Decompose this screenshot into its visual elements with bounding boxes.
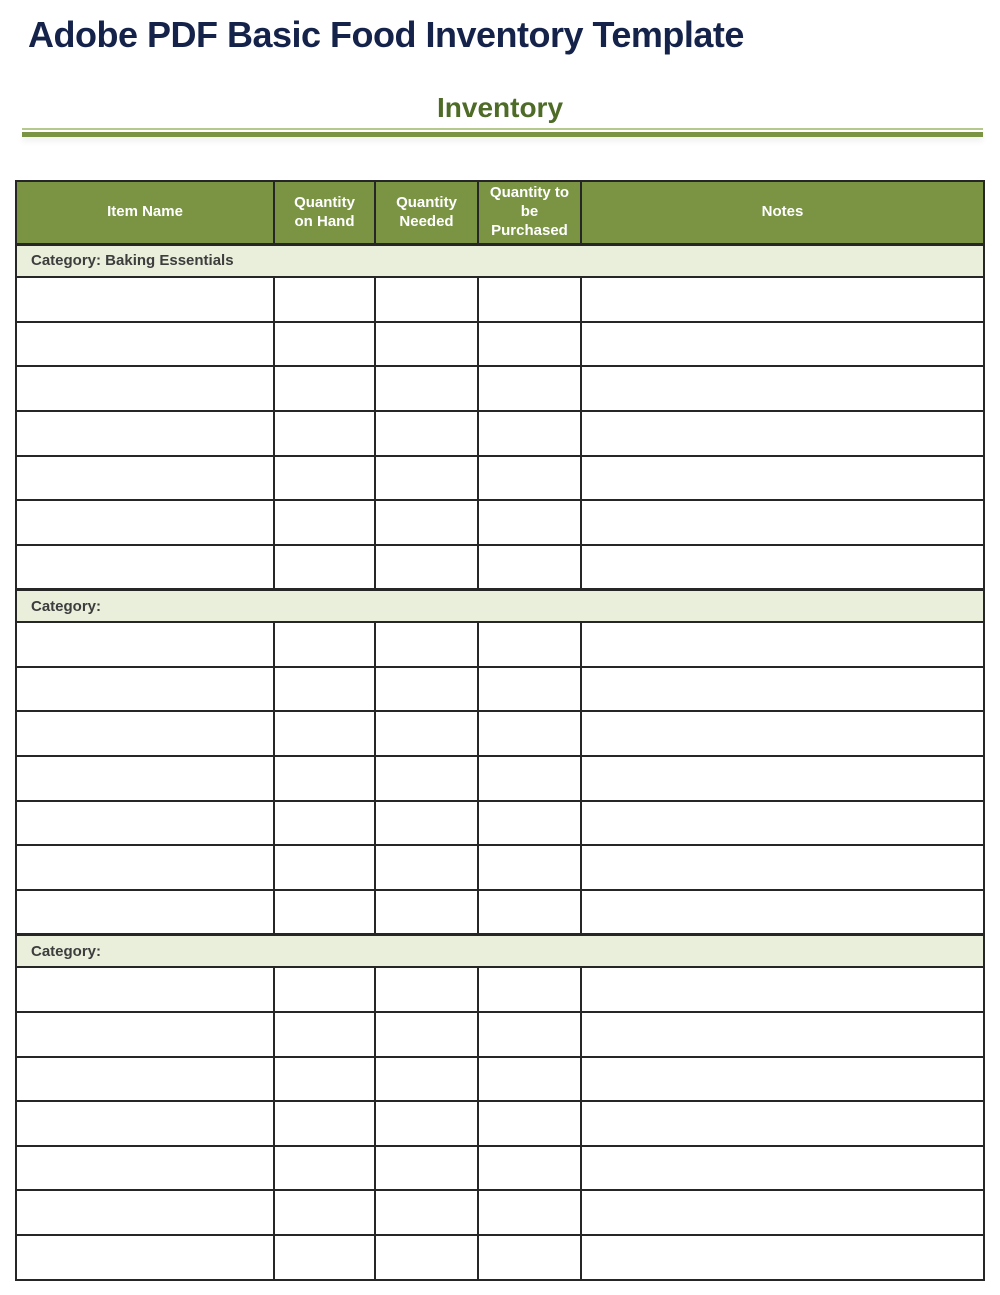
item-cell[interactable] [16,411,274,456]
item-cell[interactable] [274,801,375,846]
item-cell[interactable] [478,456,581,501]
table-row [16,845,984,890]
item-cell[interactable] [274,1012,375,1057]
item-cell[interactable] [581,456,984,501]
item-cell[interactable] [274,1235,375,1280]
item-cell[interactable] [16,967,274,1012]
item-cell[interactable] [581,500,984,545]
item-cell[interactable] [274,622,375,667]
item-cell[interactable] [581,1057,984,1102]
table-row [16,1190,984,1235]
item-cell[interactable] [274,1190,375,1235]
item-cell[interactable] [581,366,984,411]
item-cell[interactable] [375,411,478,456]
category-cell[interactable] [16,244,984,277]
item-cell[interactable] [375,622,478,667]
table-row [16,1101,984,1146]
item-cell[interactable] [581,277,984,322]
item-cell[interactable] [581,967,984,1012]
item-cell[interactable] [274,500,375,545]
item-cell[interactable] [375,277,478,322]
category-label: Category: [31,942,102,960]
item-cell[interactable] [274,545,375,590]
item-cell[interactable] [16,277,274,322]
item-cell[interactable] [16,1190,274,1235]
table-row [16,1146,984,1191]
item-cell[interactable] [581,845,984,890]
item-cell[interactable] [274,756,375,801]
item-cell[interactable] [16,711,274,756]
item-cell[interactable] [375,322,478,367]
item-cell[interactable] [375,845,478,890]
item-cell[interactable] [478,366,581,411]
item-cell[interactable] [478,622,581,667]
item-cell[interactable] [581,622,984,667]
table-row [16,667,984,712]
item-cell[interactable] [16,845,274,890]
item-cell[interactable] [375,667,478,712]
item-cell[interactable] [274,411,375,456]
item-cell[interactable] [16,1012,274,1057]
item-cell[interactable] [581,1235,984,1280]
item-cell[interactable] [375,500,478,545]
item-cell[interactable] [581,711,984,756]
item-cell[interactable] [375,1101,478,1146]
table-row [16,622,984,667]
item-cell[interactable] [478,667,581,712]
item-cell[interactable] [16,890,274,935]
table-row [16,711,984,756]
item-cell[interactable] [274,890,375,935]
table-row [16,1057,984,1102]
table-row [16,277,984,322]
item-cell[interactable] [478,411,581,456]
column-header-quantity-on-hand: Quantity on Hand [274,181,375,244]
table-row [16,890,984,935]
page-title: Adobe PDF Basic Food Inventory Template [28,14,744,55]
item-cell[interactable] [375,1146,478,1191]
column-header-item-name: Item Name [16,181,274,244]
item-cell[interactable] [478,1057,581,1102]
item-cell[interactable] [478,1190,581,1235]
item-cell[interactable] [16,801,274,846]
item-cell[interactable] [375,890,478,935]
item-cell[interactable] [16,667,274,712]
item-cell[interactable] [581,1146,984,1191]
item-cell[interactable] [581,1012,984,1057]
item-cell[interactable] [375,1012,478,1057]
item-cell[interactable] [478,801,581,846]
item-cell[interactable] [274,1057,375,1102]
item-cell[interactable] [274,322,375,367]
item-cell[interactable] [478,967,581,1012]
inventory-table-body [16,244,984,1279]
table-row [16,500,984,545]
item-cell[interactable] [581,1190,984,1235]
item-cell[interactable] [16,500,274,545]
item-cell[interactable] [581,411,984,456]
heading-divider [22,128,983,137]
table-row [16,411,984,456]
item-cell[interactable] [581,1101,984,1146]
table-row [16,967,984,1012]
item-cell[interactable] [581,756,984,801]
item-cell[interactable] [16,1146,274,1191]
category-cell[interactable] [16,589,984,622]
item-cell[interactable] [375,801,478,846]
item-cell[interactable] [375,711,478,756]
table-row [16,456,984,501]
item-cell[interactable] [375,1190,478,1235]
inventory-heading: Inventory [436,92,564,124]
item-cell[interactable] [581,801,984,846]
category-cell[interactable] [16,934,984,967]
item-cell[interactable] [274,667,375,712]
item-cell[interactable] [16,1101,274,1146]
item-cell[interactable] [581,667,984,712]
item-cell[interactable] [478,500,581,545]
item-cell[interactable] [274,366,375,411]
category-row [16,244,984,277]
item-cell[interactable] [16,1235,274,1280]
item-cell[interactable] [16,1057,274,1102]
table-row [16,1012,984,1057]
category-label: Category: Baking Essentials [31,252,234,270]
column-header-quantity-needed: Quantity Needed [375,181,478,244]
item-cell[interactable] [274,1101,375,1146]
item-cell[interactable] [274,456,375,501]
item-cell[interactable] [478,1101,581,1146]
item-cell[interactable] [274,277,375,322]
category-row [16,589,984,622]
item-cell[interactable] [16,622,274,667]
category-row [16,934,984,967]
item-cell[interactable] [581,545,984,590]
item-cell[interactable] [478,545,581,590]
category-label: Category: [31,597,102,615]
item-cell[interactable] [375,967,478,1012]
table-header-row [16,181,984,244]
table-row [16,1235,984,1280]
item-cell[interactable] [478,890,581,935]
table-row [16,322,984,367]
column-header-notes: Notes [581,181,984,244]
item-cell[interactable] [375,1057,478,1102]
item-cell[interactable] [478,711,581,756]
item-cell[interactable] [478,277,581,322]
item-cell[interactable] [478,756,581,801]
table-row [16,366,984,411]
item-cell[interactable] [274,711,375,756]
item-cell[interactable] [16,756,274,801]
table-row [16,756,984,801]
item-cell[interactable] [16,545,274,590]
item-cell[interactable] [375,1235,478,1280]
inventory-table [15,180,985,1280]
item-cell[interactable] [478,1012,581,1057]
item-cell[interactable] [274,845,375,890]
item-cell[interactable] [375,366,478,411]
table-row [16,801,984,846]
column-header-quantity-to-be-purchased: Quantity to be Purchased [478,181,581,244]
item-cell[interactable] [478,1146,581,1191]
item-cell[interactable] [478,1235,581,1280]
table-row [16,545,984,590]
item-cell[interactable] [581,890,984,935]
item-cell[interactable] [274,1146,375,1191]
item-cell[interactable] [375,456,478,501]
item-cell[interactable] [581,322,984,367]
item-cell[interactable] [274,967,375,1012]
item-cell[interactable] [375,545,478,590]
item-cell[interactable] [375,756,478,801]
item-cell[interactable] [16,322,274,367]
item-cell[interactable] [478,322,581,367]
item-cell[interactable] [16,366,274,411]
item-cell[interactable] [478,845,581,890]
item-cell[interactable] [16,456,274,501]
